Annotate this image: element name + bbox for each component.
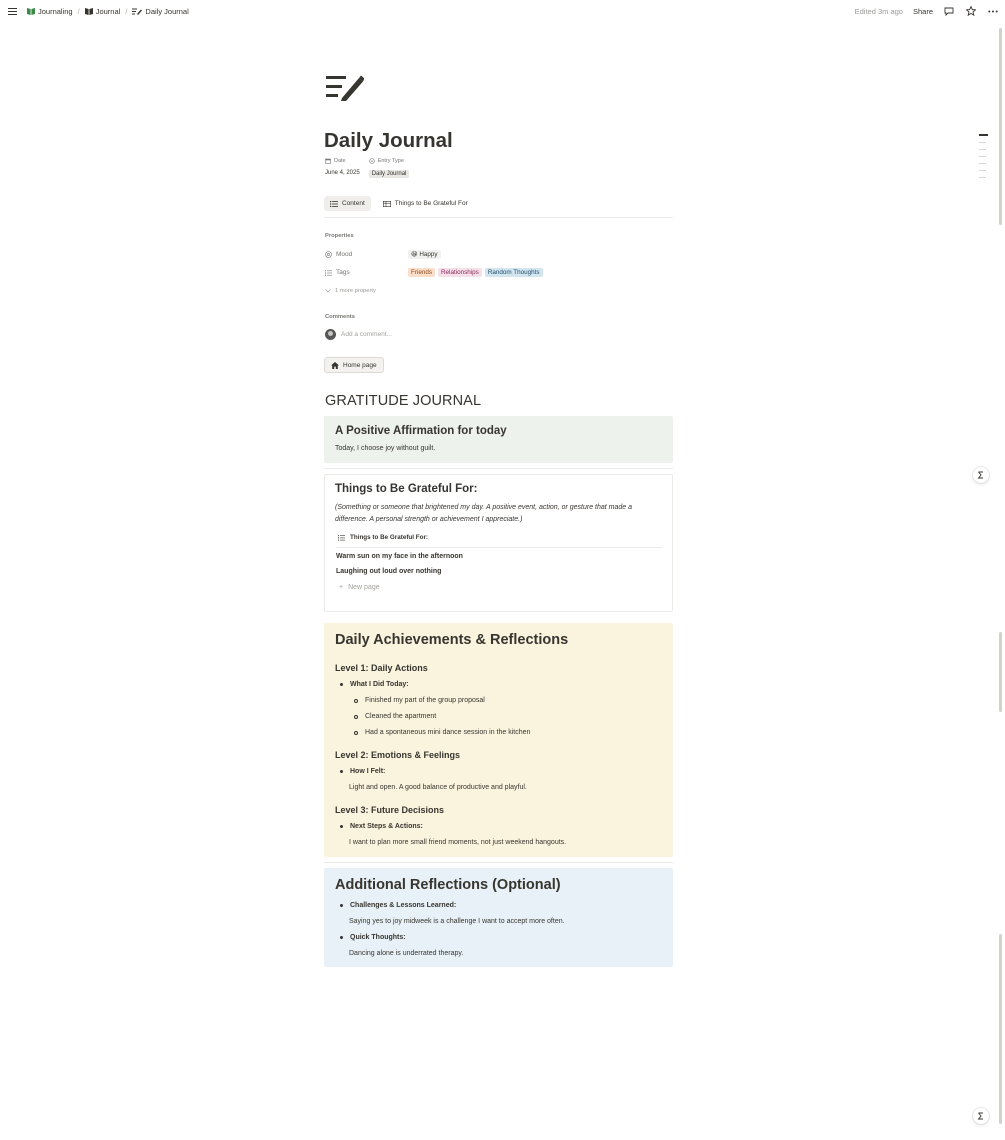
- grateful-database-title[interactable]: [338, 534, 428, 541]
- journal-pen-icon[interactable]: [326, 74, 364, 106]
- sub-bullet-item: [354, 697, 485, 704]
- menu-icon[interactable]: [6, 5, 18, 17]
- achievements-title: Daily Achievements & Reflections: [335, 632, 569, 648]
- additional-text-2: Dancing alone is underrated therapy.: [349, 950, 464, 957]
- ai-assistant-button-bottom[interactable]: [973, 1108, 989, 1124]
- additional-text-1: Saying yes to joy midweek is a challenge I want to accept more often.: [349, 918, 565, 925]
- tag-friends[interactable]: Friends: [408, 268, 435, 277]
- tab-content[interactable]: [324, 196, 371, 211]
- grateful-description: (Something or someone that brightened my day. A positive event, action, or gesture that made a difference. A personal strength or achievement I appreciate.): [335, 504, 633, 523]
- avatar: [325, 329, 336, 340]
- book-icon: [27, 8, 35, 15]
- date-property[interactable]: [325, 158, 360, 178]
- book-open-icon: [85, 8, 93, 15]
- share-button[interactable]: Share: [912, 6, 933, 16]
- divider: [336, 547, 662, 548]
- entry-type-value[interactable]: Daily Journal: [369, 170, 410, 178]
- bullet-item: [340, 823, 423, 830]
- divider: [324, 468, 673, 469]
- page-header-properties: [325, 158, 409, 178]
- view-tabs: [324, 196, 673, 218]
- tag-relationships[interactable]: Relationships: [438, 268, 482, 277]
- multi-select-icon: [325, 270, 332, 276]
- grateful-callout[interactable]: [324, 474, 673, 612]
- gratitude-journal-heading[interactable]: GRATITUDE JOURNAL: [325, 393, 482, 409]
- bullet-item: [340, 934, 406, 941]
- affirmation-title: A Positive Affirmation for today: [335, 425, 507, 437]
- level3-bullet: Next Steps & Actions:: [350, 823, 423, 830]
- grateful-title: Things to Be Grateful For:: [335, 483, 478, 495]
- tab-label: Content: [342, 200, 365, 207]
- tags-label: Tags: [336, 269, 350, 276]
- sub-bullet-item: [354, 729, 530, 736]
- tag-random-thoughts[interactable]: Random Thoughts: [485, 268, 543, 277]
- edited-status: Edited 3m ago: [854, 6, 903, 16]
- entry-type-property[interactable]: [369, 158, 410, 178]
- comment-box[interactable]: [325, 329, 392, 340]
- table-of-contents[interactable]: [979, 134, 989, 184]
- sigma-icon: [977, 1112, 985, 1120]
- level1-item: Had a spontaneous mini dance session in the kitchen: [365, 729, 531, 736]
- level2-heading: Level 2: Emotions & Feelings: [335, 750, 461, 760]
- divider: [324, 862, 673, 863]
- list-item[interactable]: Laughing out loud over nothing: [336, 568, 442, 575]
- list-icon: [330, 201, 338, 207]
- chevron-down-icon: [325, 289, 331, 293]
- comments-heading: Comments: [325, 314, 355, 320]
- level3-heading: Level 3: Future Decisions: [335, 805, 445, 815]
- more-properties-label: 1 more property: [335, 288, 376, 294]
- level1-heading: Level 1: Daily Actions: [335, 663, 428, 673]
- more-icon[interactable]: [987, 5, 999, 17]
- tab-things-to-be-grateful-for[interactable]: [377, 196, 474, 211]
- star-icon[interactable]: [965, 5, 977, 17]
- plus-icon: +: [339, 584, 344, 591]
- home-icon: [331, 362, 339, 369]
- list-icon: [338, 535, 345, 541]
- achievements-callout[interactable]: [324, 623, 673, 857]
- table-icon: [383, 201, 391, 207]
- mood-label: Mood: [336, 251, 353, 258]
- additional-bullet-2: Quick Thoughts:: [350, 934, 406, 941]
- level3-text: I want to plan more small friend moments, not just weekend hangouts.: [349, 839, 567, 846]
- tags-property-row[interactable]: [325, 268, 673, 277]
- mood-property-row[interactable]: [325, 250, 673, 259]
- home-page-label: Home page: [343, 361, 377, 369]
- breadcrumb-journal[interactable]: [82, 5, 124, 18]
- level1-item: Finished my part of the group proposal: [365, 697, 485, 704]
- entry-type-label: Entry Type: [377, 158, 404, 164]
- date-label: Date: [334, 158, 346, 164]
- more-properties-toggle[interactable]: [325, 288, 376, 294]
- breadcrumb-daily-journal[interactable]: [129, 5, 191, 18]
- home-page-button[interactable]: [324, 357, 384, 373]
- comment-icon[interactable]: [943, 5, 955, 17]
- sub-bullet-item: [354, 713, 436, 720]
- mood-icon: [325, 251, 332, 258]
- breadcrumb-label: Daily Journal: [145, 6, 189, 16]
- level2-bullet: How I Felt:: [350, 768, 386, 775]
- additional-title: Additional Reflections (Optional): [335, 877, 561, 893]
- bullet-item: [340, 681, 409, 688]
- level1-item: Cleaned the apartment: [365, 713, 437, 720]
- affirmation-callout[interactable]: [324, 416, 673, 463]
- top-bar: Journaling / Journal / Daily Journal Edited 3m ago Share: [0, 0, 1005, 22]
- tab-label: Things to Be Grateful For: [394, 200, 468, 207]
- journal-pen-icon: [132, 8, 142, 15]
- list-item[interactable]: Warm sun on my face in the afternoon: [336, 553, 463, 560]
- date-value[interactable]: June 4, 2025: [325, 170, 360, 176]
- breadcrumb-journaling[interactable]: [24, 5, 76, 18]
- bullet-item: [340, 902, 456, 909]
- new-page-button[interactable]: [339, 584, 380, 591]
- comment-input[interactable]: Add a comment...: [341, 331, 392, 338]
- database-title-label: Things to Be Grateful For:: [350, 534, 429, 541]
- calendar-icon: [325, 158, 331, 164]
- page-title[interactable]: Daily Journal: [324, 129, 453, 152]
- additional-bullet-1: Challenges & Lessons Learned:: [350, 902, 457, 909]
- mood-value-tag[interactable]: 😀 Happy: [408, 250, 441, 259]
- sigma-icon: [977, 471, 985, 479]
- breadcrumb-label: Journaling: [38, 6, 73, 16]
- properties-heading: Properties: [325, 233, 354, 239]
- breadcrumb-label: Journal: [95, 6, 121, 16]
- level1-bullet: What I Did Today:: [350, 681, 409, 688]
- bullet-item: [340, 768, 385, 775]
- level2-text: Light and open. A good balance of productive and playful.: [349, 784, 527, 791]
- additional-reflections-callout[interactable]: [324, 868, 673, 967]
- select-icon: [369, 158, 375, 164]
- scrollbar[interactable]: [999, 28, 1003, 1128]
- ai-assistant-button[interactable]: [973, 467, 989, 483]
- new-page-label: New page: [348, 584, 380, 591]
- affirmation-text: Today, I choose joy without guilt.: [335, 445, 436, 452]
